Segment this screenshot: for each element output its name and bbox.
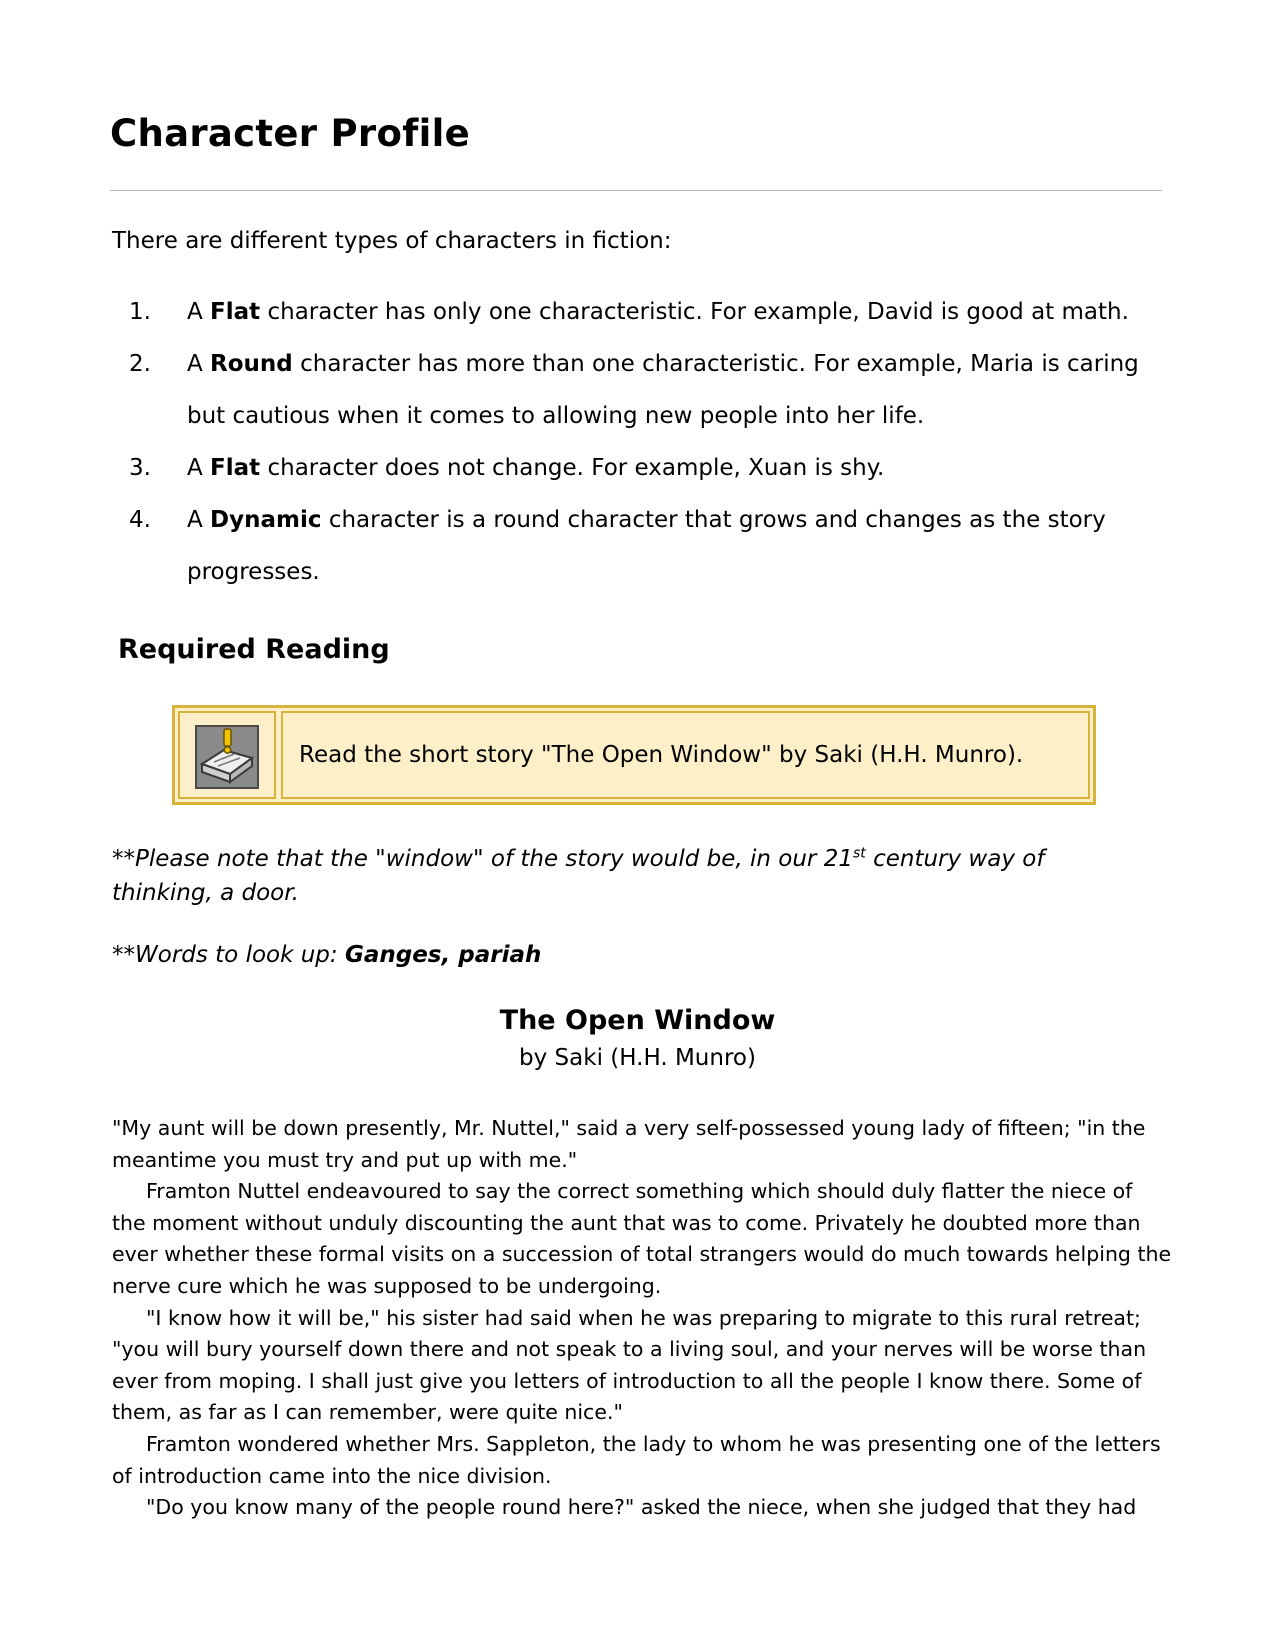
story-paragraph: Framton Nuttel endeavoured to say the correct something which should duly flatter the niece of the moment without unduly discounting the aunt that was to come. Privately he doubted more than ever whether these formal visits on a succession of total strangers would do much towards helping the nerve cure which he was supposed to be undergoing. (112, 1179, 1172, 1298)
list-item (112, 442, 1172, 494)
callout-text: Read the short story "The Open Window" by Saki (H.H. Munro). (299, 742, 1024, 768)
list-item (112, 286, 1172, 338)
list-item (112, 338, 1172, 442)
vocabulary-note (112, 942, 541, 968)
book-alert-icon (194, 724, 260, 790)
item-prefix: A (187, 507, 211, 533)
note-text-after: century way of thinking, a door. (112, 846, 1045, 906)
story-paragraph: "I know how it will be," his sister had said when he was preparing to migrate to this rural retreat; "you will bury yourself down there and not speak to a living soul, and your nerves will be worse than ever from moping. I shall just give you letters of introduction to all the people I know there. Some of them, as far as I can remember, were quite nice." (112, 1305, 1147, 1425)
character-term: Flat (210, 455, 261, 481)
reading-callout (172, 705, 1096, 805)
callout-text-cell (281, 711, 1090, 799)
vocabulary-words: Ganges, pariah (344, 942, 542, 968)
character-types-list (112, 286, 1172, 598)
item-prefix: A (187, 351, 211, 377)
item-text: character is a round character that grows and changes as the story progresses. (187, 507, 1106, 585)
story-body (112, 1113, 1172, 1524)
callout-icon-cell (178, 711, 276, 799)
required-reading-heading: Required Reading (118, 634, 390, 665)
window-note (112, 842, 1112, 910)
intro-text: There are different types of characters in fiction: (112, 228, 672, 254)
list-item (112, 494, 1172, 598)
list-number: 4. (129, 507, 151, 533)
character-term: Round (210, 351, 293, 377)
note-superscript: st (852, 845, 866, 862)
item-prefix: A (187, 455, 211, 481)
title-divider (110, 190, 1162, 191)
story-author: by Saki (H.H. Munro) (519, 1045, 756, 1071)
list-number: 2. (129, 351, 151, 377)
note-text-before: **Please note that the "window" of the story would be, in our 21 (112, 846, 853, 872)
story-paragraph: Framton wondered whether Mrs. Sappleton, the lady to whom he was presenting one of the letters of introduction came into the nice division. (112, 1431, 1161, 1488)
list-number: 1. (129, 299, 151, 325)
story-paragraph: "My aunt will be down presently, Mr. Nuttel," said a very self-possessed young lady of fifteen; "in the meantime you must try and put up with me." (112, 1116, 1146, 1172)
character-term: Flat (210, 299, 261, 325)
story-paragraph: "Do you know many of the people round here?" asked the niece, when she judged that they had (146, 1495, 1137, 1520)
story-title: The Open Window (499, 1005, 776, 1036)
item-prefix: A (187, 299, 211, 325)
item-text: character does not change. For example, Xuan is shy. (260, 455, 885, 481)
vocabulary-label: **Words to look up: (112, 942, 345, 968)
page-title: Character Profile (110, 112, 470, 155)
character-term: Dynamic (210, 507, 322, 533)
list-number: 3. (129, 455, 151, 481)
item-text: character has only one characteristic. For example, David is good at math. (260, 299, 1129, 325)
item-text: character has more than one characteristic. For example, Maria is caring but cautious when it comes to allowing new people into her life. (187, 351, 1139, 429)
